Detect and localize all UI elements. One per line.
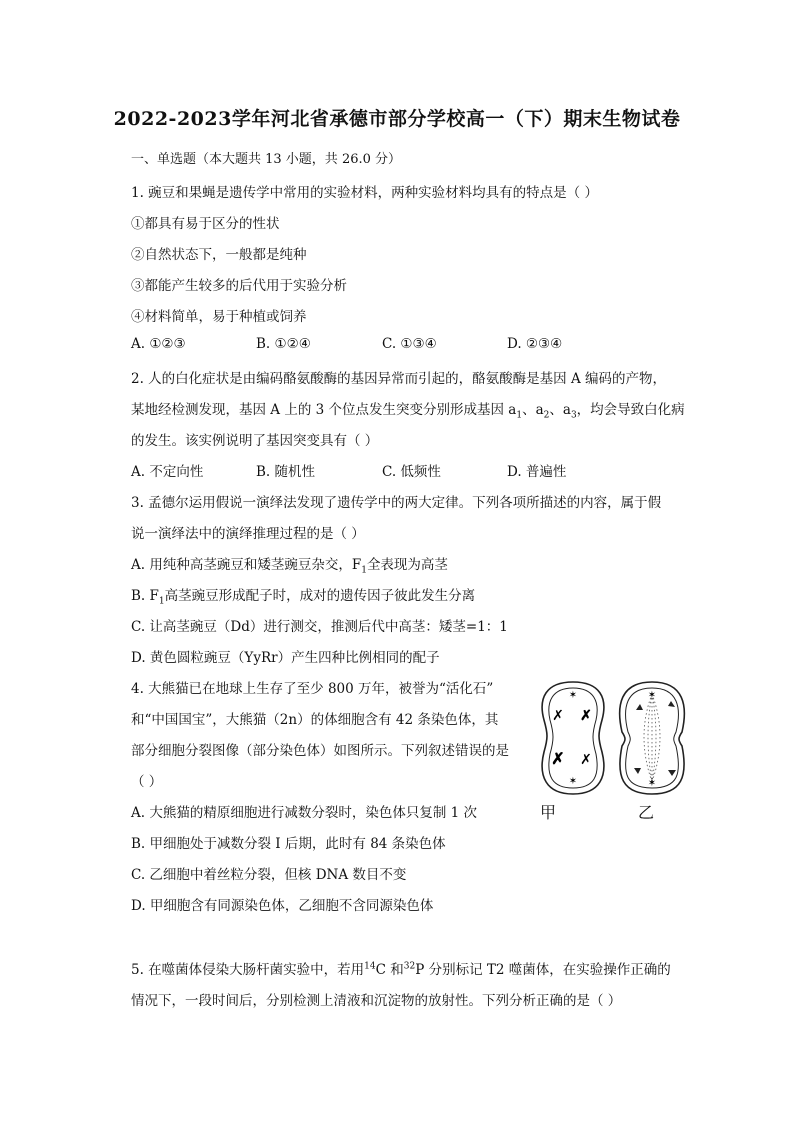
question-4-line: （ ） <box>131 774 163 790</box>
question-1-item: ③都能产生较多的后代用于实验分析 <box>131 278 347 294</box>
option-b: B. 随机性 <box>256 464 316 480</box>
question-1-item: ①都具有易于区分的性状 <box>131 216 280 232</box>
question-5-line: 5. 在噬菌体侵染大肠杆菌实验中，若用$^{14}$C 和$^{32}$P 分别标记 T2 噬菌体，在实验操作正确的 <box>131 961 671 978</box>
question-3-option-a: A. 用纯种高茎豌豆和矮茎豌豆杂交，$F_1$全表现为高茎 <box>131 557 448 576</box>
question-4-option-d: D. 甲细胞含有同源染色体，乙细胞不含同源染色体 <box>131 898 434 914</box>
question-1-item: ②自然状态下，一般都是纯种 <box>131 247 307 263</box>
spindle-pole-icon: ✶ <box>647 778 657 789</box>
chromosome-icon <box>634 768 676 776</box>
cell-jia-inner <box>549 688 597 788</box>
figure-label-jia: 甲 <box>540 803 557 822</box>
question-4-line: 4. 大熊猫已在地球上生存了至少 800 万年，被誉为“活化石” <box>131 681 494 697</box>
question-3-option-d: D. 黄色圆粒豌豆（YyRr）产生四种比例相同的配子 <box>131 650 440 666</box>
question-4-option-c: C. 乙细胞中着丝粒分裂，但核 DNA 数目不变 <box>131 867 407 883</box>
spindle-pole-icon: ✶ <box>568 690 578 701</box>
question-2-options <box>131 460 566 480</box>
question-3-line: 说一演绎法中的演绎推理过程的是（ ） <box>131 526 365 542</box>
question-4-line: 部分细胞分裂图像（部分染色体）如图所示。下列叙述错误的是 <box>131 743 509 759</box>
section-heading: 一、单选题（本大题共 13 小题，共 26.0 分） <box>131 152 402 167</box>
question-2-line: 2. 人的白化症状是由编码酪氨酸酶的基因异常而引起的，酪氨酸酶是基因 A 编码的产物， <box>131 371 667 387</box>
option-d: D. 普遍性 <box>507 464 567 480</box>
chromosome-icon: ✗ <box>580 752 592 768</box>
option-c: C. ①③④ <box>382 336 437 352</box>
spindle-pole-icon: ✶ <box>568 776 578 787</box>
question-4-option-a: A. 大熊猫的精原细胞进行减数分裂时，染色体只复制 1 次 <box>131 805 478 821</box>
chromosome-icon: ✗ <box>551 749 565 768</box>
option-a: A. 不定向性 <box>131 464 204 480</box>
spindle-pole-icon: ✶ <box>647 690 657 701</box>
question-3-line: 3. 孟德尔运用假说一演绎法发现了遗传学中的两大定律。下列各项所描述的内容，属于假 <box>131 495 662 511</box>
question-1-options <box>131 336 562 352</box>
question-4-option-b: B. 甲细胞处于减数分裂 I 后期，此时有 84 条染色体 <box>131 836 446 852</box>
question-1-item: ④材料简单，易于种植或饲养 <box>131 309 307 325</box>
question-3-option-c: C. 让高茎豌豆（Dd）进行测交，推测后代中高茎：矮茎=1：1 <box>131 619 508 635</box>
chromosome-icon <box>636 701 675 710</box>
question-5-line: 情况下，一段时间后，分别检测上清液和沉淀物的放射性。下列分析正确的是（ ） <box>131 993 622 1009</box>
question-3-option-b: B. $F_1$高茎豌豆形成配子时，成对的遗传因子彼此发生分离 <box>131 588 476 607</box>
chromosome-icon: ✗ <box>552 708 564 724</box>
page-title: 2022-2023学年河北省承德市部分学校高一（下）期末生物试卷 <box>113 108 681 130</box>
option-c: C. 低频性 <box>382 464 441 480</box>
question-4-line: 和“中国国宝”，大熊猫（2n）的体细胞含有 42 条染色体，其 <box>131 712 499 728</box>
option-a: A. ①②③ <box>131 336 186 352</box>
chromosome-icon: ✗ <box>580 708 592 724</box>
option-b: B. ①②④ <box>256 336 311 352</box>
question-1-stem: 1. 豌豆和果蝇是遗传学中常用的实验材料，两种实验材料均具有的特点是（ ） <box>131 185 598 201</box>
figure-label-yi: 乙 <box>638 803 655 822</box>
spindle-fibers <box>644 694 660 782</box>
question-2-line: 某地经检测发现，基因 A 上的 3 个位点发生突变分别形成基因 $a_1$、$a_2$、$a_3$，均会导致白化病 <box>131 402 685 421</box>
question-2-line: 的发生。该实例说明了基因突变具有（ ） <box>131 433 379 449</box>
option-d: D. ②③④ <box>507 336 563 352</box>
